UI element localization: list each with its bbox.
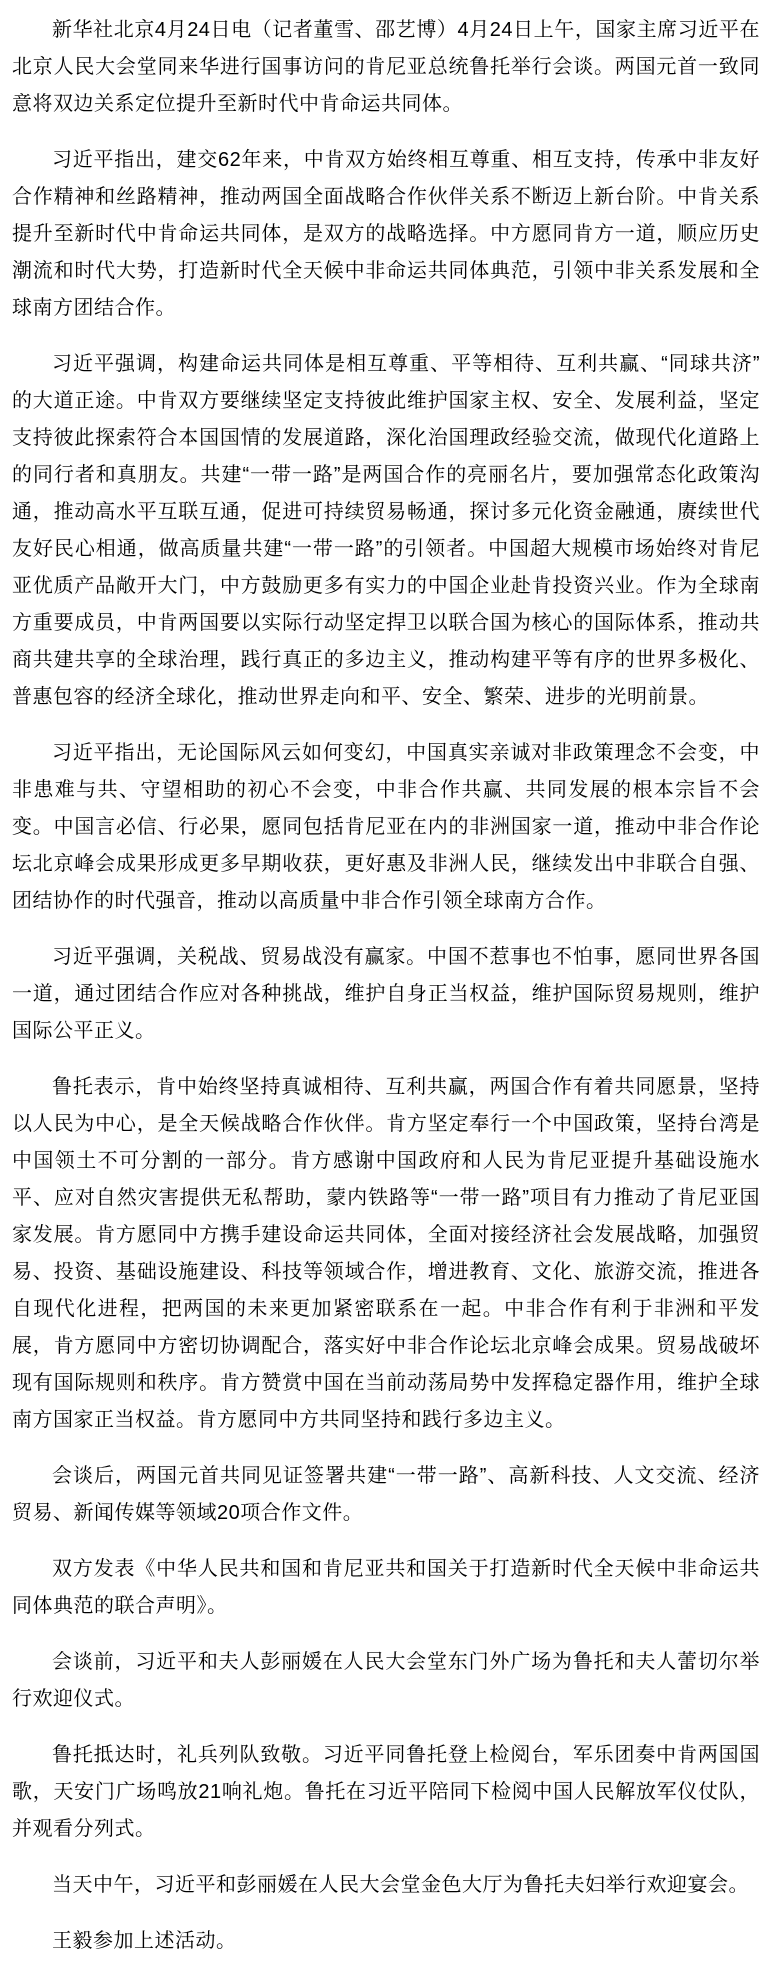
article-paragraph-4: 习近平指出，无论国际风云如何变幻，中国真实亲诚对非政策理念不会变，中非患难与共、守望相助的初心不会变，中非合作共赢、共同发展的根本宗旨不会变。中国言必信、行必果，愿同包括肯尼亚在内的非洲国家一道，推动中非合作论坛北京峰会成果形成更多早期收获，更好惠及非洲人民，继续发出中非联合自强、团结协作的时代强音，推动以高质量中非合作引领全球南方合作。 [12,742,760,912]
article-paragraph-11: 当天中午，习近平和彭丽媛在人民大会堂金色大厅为鲁托夫妇举行欢迎宴会。 [52,1874,749,1896]
article-paragraph-3: 习近平强调，构建命运共同体是相互尊重、平等相待、互利共赢、“同球共济”的大道正途。中肯双方要继续坚定支持彼此维护国家主权、安全、发展利益，坚定支持彼此探索符合本国国情的发展道路，深化治国理政经验交流，做现代化道路上的同行者和真朋友。共建“一带一路”是两国合作的亮丽名片，要加强常态化政策沟通，推动高水平互联互通，促进可持续贸易畅通，探讨多元化资金融通，赓续世代友好民心相通，做高质量共建“一带一路”的引领者。中国超大规模市场始终对肯尼亚优质产品敞开大门，中方鼓励更多有实力的中国企业赴肯投资兴业。作为全球南方重要成员，中肯两国要以实际行动坚定捍卫以联合国为核心的国际体系，推动共商共建共享的全球治理，践行真正的多边主义，推动构建平等有序的世界多极化、普惠包容的经济全球化，推动世界走向和平、安全、繁荣、进步的光明前景。 [12,353,760,708]
article-paragraph-5: 习近平强调，关税战、贸易战没有赢家。中国不惹事也不怕事，愿同世界各国一道，通过团结合作应对各种挑战，维护自身正当权益，维护国际贸易规则，维护国际公平正义。 [12,946,760,1042]
article-paragraph-10: 鲁托抵达时，礼兵列队致敬。习近平同鲁托登上检阅台，军乐团奏中肯两国国歌，天安门广场鸣放21响礼炮。鲁托在习近平陪同下检阅中国人民解放军仪仗队，并观看分列式。 [12,1744,760,1840]
article-paragraph-1: 新华社北京4月24日电（记者董雪、邵艺博）4月24日上午，国家主席习近平在北京人民大会堂同来华进行国事访问的肯尼亚总统鲁托举行会谈。两国元首一致同意将双边关系定位提升至新时代中肯命运共同体。 [12,19,760,115]
article-paragraph-8: 双方发表《中华人民共和国和肯尼亚共和国关于打造新时代全天候中非命运共同体典范的联合声明》。 [12,1558,760,1617]
article-paragraph-6: 鲁托表示，肯中始终坚持真诚相待、互利共赢，两国合作有着共同愿景，坚持以人民为中心，是全天候战略合作伙伴。肯方坚定奉行一个中国政策，坚持台湾是中国领土不可分割的一部分。肯方感谢中国政府和人民为肯尼亚提升基础设施水平、应对自然灾害提供无私帮助，蒙内铁路等“一带一路”项目有力推动了肯尼亚国家发展。肯方愿同中方携手建设命运共同体，全面对接经济社会发展战略，加强贸易、投资、基础设施建设、科技等领域合作，增进教育、文化、旅游交流，推进各自现代化进程，把两国的未来更加紧密联系在一起。中非合作有利于非洲和平发展，肯方愿同中方密切协调配合，落实好中非合作论坛北京峰会成果。贸易战破坏现有国际规则和秩序。肯方赞赏中国在当前动荡局势中发挥稳定器作用，维护全球南方国家正当权益。肯方愿同中方共同坚持和践行多边主义。 [12,1076,760,1431]
article-paragraph-2: 习近平指出，建交62年来，中肯双方始终相互尊重、相互支持，传承中非友好合作精神和丝路精神，推动两国全面战略合作伙伴关系不断迈上新台阶。中肯关系提升至新时代中肯命运共同体，是双方的战略选择。中方愿同肯方一道，顺应历史潮流和时代大势，打造新时代全天候中非命运共同体典范，引领中非关系发展和全球南方团结合作。 [12,149,760,319]
article-paragraph-7: 会谈后，两国元首共同见证签署共建“一带一路”、高新科技、人文交流、经济贸易、新闻传媒等领域20项合作文件。 [12,1465,760,1524]
article-paragraph-9: 会谈前，习近平和夫人彭丽媛在人民大会堂东门外广场为鲁托和夫人蕾切尔举行欢迎仪式。 [12,1651,760,1710]
article-paragraph-12: 王毅参加上述活动。 [52,1930,237,1952]
